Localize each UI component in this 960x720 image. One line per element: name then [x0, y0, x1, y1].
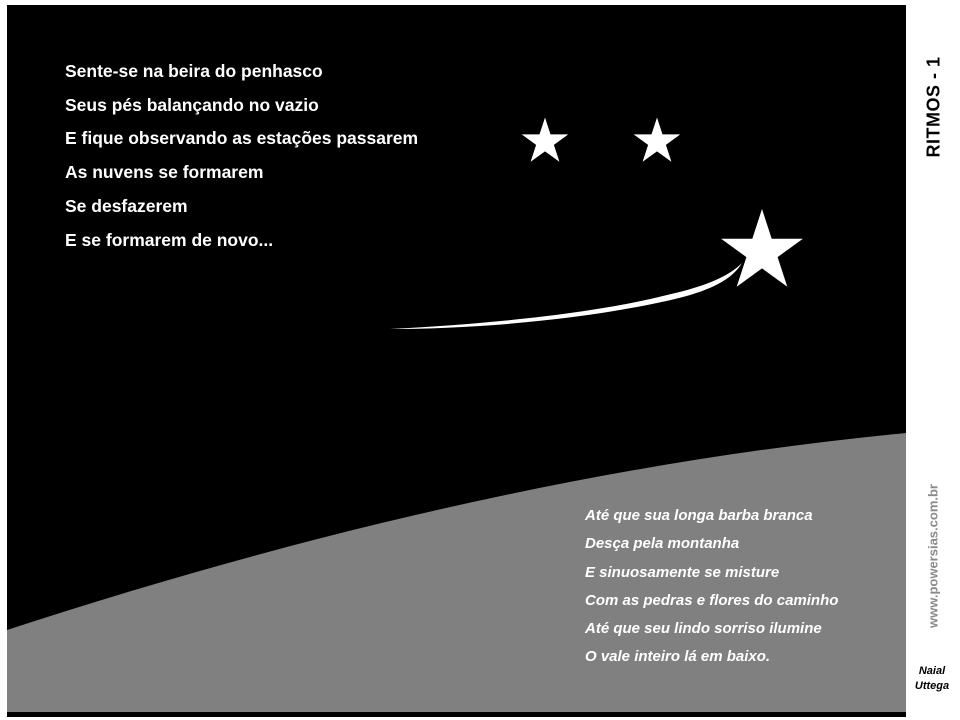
series-title: RITMOS - 1 — [923, 56, 944, 158]
author-last-name: Uttega — [914, 679, 950, 692]
poem-line: E sinuosamente se misture — [585, 563, 780, 581]
star-icon — [721, 209, 803, 287]
poem-line: Sente-se na beira do penhasco — [65, 61, 323, 81]
star-icon — [522, 118, 569, 162]
poem-line: Com as pedras e flores do caminho — [585, 591, 839, 609]
poem-bottom — [585, 502, 838, 672]
shooting-star-trail-icon — [390, 263, 742, 329]
poem-line: As nuvens se formarem — [65, 162, 264, 183]
poem-line: Desça pela montanha — [585, 535, 740, 553]
slide-canvas — [7, 5, 906, 717]
poem-line: Até que seu lindo sorriso ilumine — [585, 620, 822, 638]
author-first-name: Naial — [918, 665, 946, 677]
poem-line: O vale inteiro lá em baixo. — [585, 648, 771, 666]
poem-line: E se formarem de novo... — [65, 229, 274, 250]
poem-line: E fique observando as estações passarem — [65, 128, 419, 149]
poem-top — [65, 55, 418, 257]
poem-line: Até que sua longa barba branca — [585, 507, 813, 524]
poem-line: Seus pés balançando no vazio — [65, 94, 319, 115]
website-url: www.powersias.com.br — [925, 483, 941, 629]
author-credit — [915, 664, 949, 693]
star-icon — [634, 118, 681, 162]
poem-line: Se desfazerem — [65, 195, 188, 216]
